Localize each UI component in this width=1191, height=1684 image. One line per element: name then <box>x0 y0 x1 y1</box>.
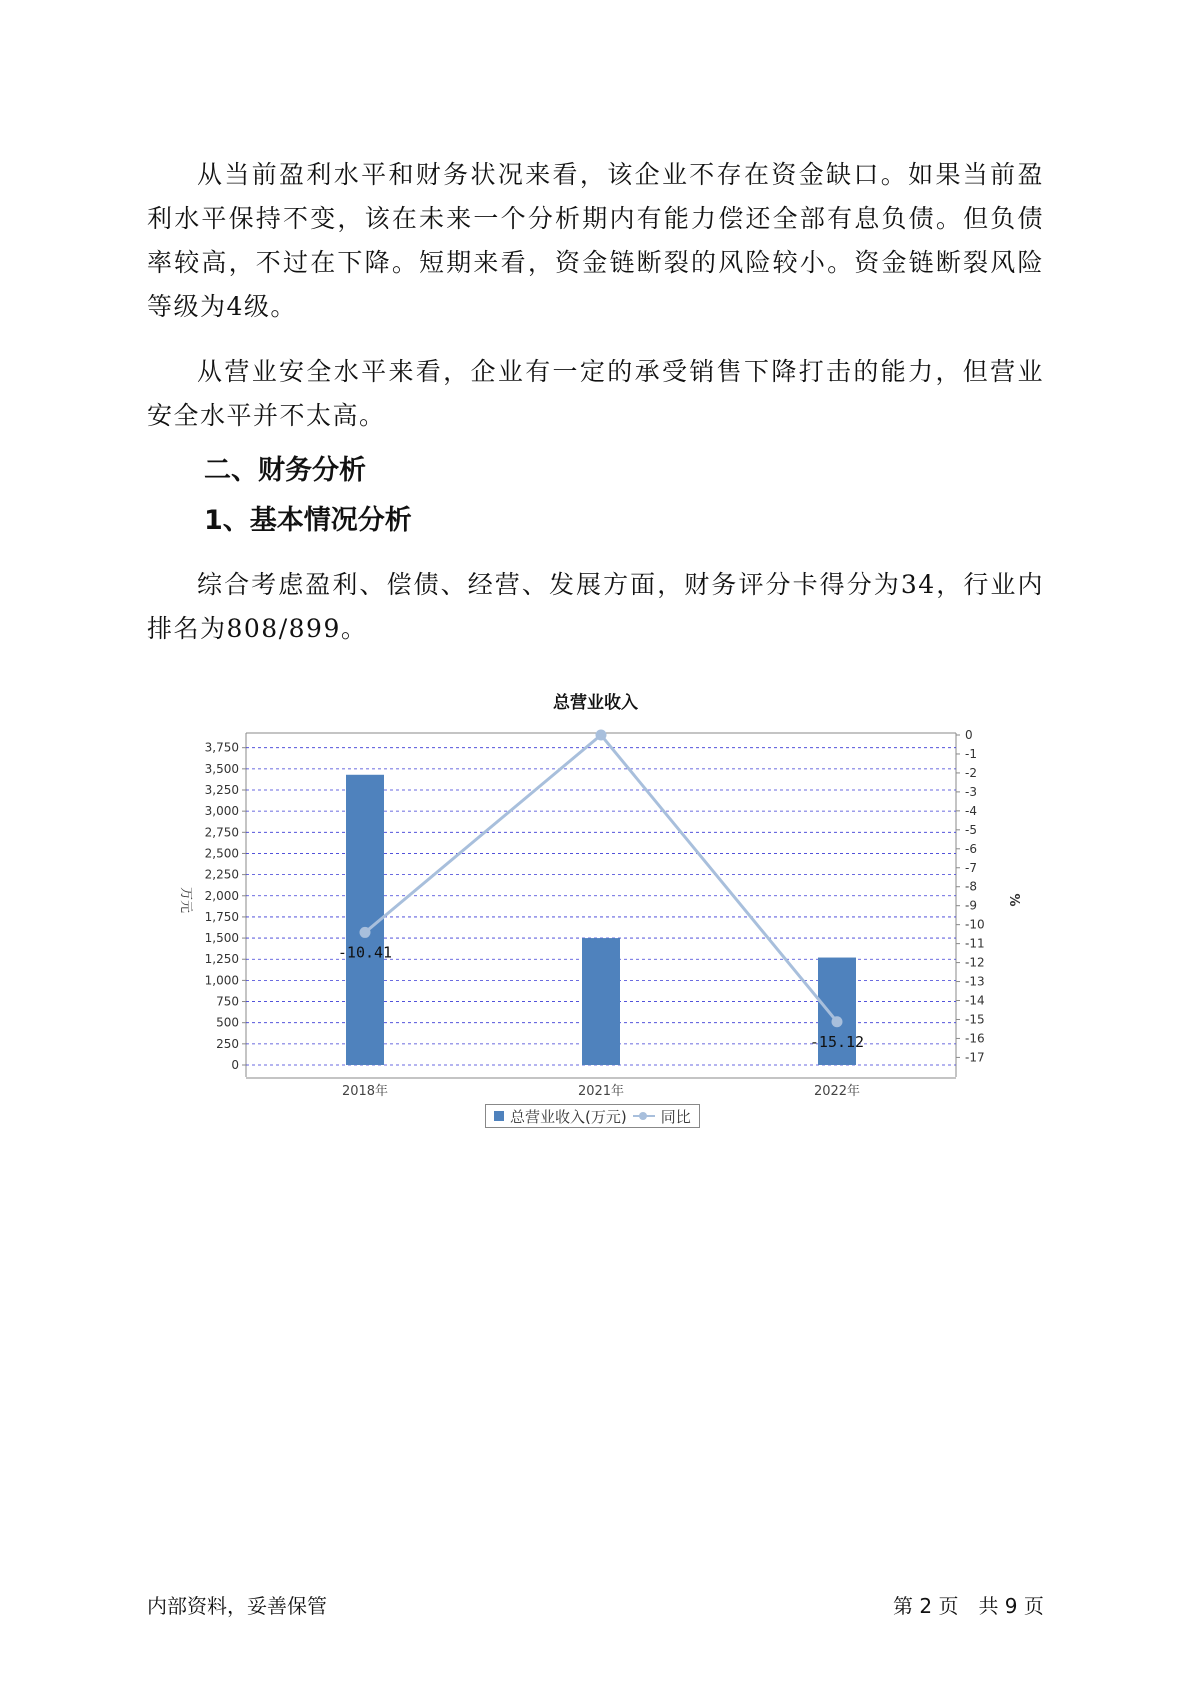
y-left-tick-label: 250 <box>216 1036 239 1051</box>
chart-title: 总营业收入 <box>553 693 638 713</box>
y-left-tick-label: 3,500 <box>204 761 239 776</box>
subsection-heading: 1、基本情况分析 <box>204 505 412 536</box>
y-right-axis-label: % <box>1006 893 1021 907</box>
y-left-tick-label: 3,250 <box>204 783 239 797</box>
y-right-tick-label: -14 <box>965 993 985 1008</box>
y-right-tick-label: -12 <box>965 955 985 970</box>
y-right-tick-label: -7 <box>965 860 977 875</box>
y-left-tick-label: 500 <box>216 1015 239 1030</box>
legend-bar-label: 总营业收入(万元) <box>510 1107 627 1126</box>
y-right-tick-label: -5 <box>965 822 977 837</box>
y-right-tick-label: -15 <box>965 1012 985 1027</box>
yoy-point <box>832 1016 843 1027</box>
revenue-bar <box>582 938 620 1065</box>
y-right-tick-label: -4 <box>965 803 977 818</box>
y-left-tick-label: 2,250 <box>204 867 239 882</box>
legend-bar-swatch <box>494 1111 504 1121</box>
y-left-tick-label: 2,750 <box>204 825 239 840</box>
y-left-tick-label: 1,000 <box>204 973 239 988</box>
footer-page-number: 第 2 页 共 9 页 <box>893 1594 1044 1618</box>
y-left-tick-label: 3,750 <box>204 740 239 755</box>
paragraph-funding: 从当前盈利水平和财务状况来看，该企业不存在资金缺口。如果当前盈利水平保持不变，该在未来一个分析期内有能力偿还全部有息负债。但负债率较高，不过在下降。短期来看，资金链断裂的风险较小。资金链断裂风险等级为4级。 <box>147 160 1044 321</box>
yoy-point <box>596 730 607 741</box>
y-left-tick-label: 1,250 <box>204 952 239 967</box>
y-right-tick-label: -1 <box>965 746 977 761</box>
y-right-tick-label: -16 <box>965 1031 985 1046</box>
section-heading: 二、财务分析 <box>204 455 366 486</box>
legend-line-swatch <box>633 1111 655 1121</box>
y-left-tick-label: 1,500 <box>204 931 239 946</box>
x-tick-label: 2018年 <box>341 1084 389 1099</box>
y-left-tick-label: 0 <box>231 1058 239 1072</box>
y-right-tick-label: -2 <box>965 765 977 780</box>
y-left-tick-label: 2,000 <box>204 888 239 903</box>
y-right-tick-label: -6 <box>965 841 977 856</box>
y-right-tick-label: -10 <box>965 917 985 932</box>
y-left-tick-label: 1,750 <box>204 909 239 924</box>
y-right-tick-label: -11 <box>965 936 985 951</box>
y-left-tick-label: 750 <box>216 994 239 1009</box>
legend-line-label: 同比 <box>660 1107 691 1126</box>
paragraph-operating-safety: 从营业安全水平来看，企业有一定的承受销售下降打击的能力，但营业安全水平并不太高。 <box>147 357 1044 430</box>
yoy-data-label: -10.41 <box>337 943 393 962</box>
x-tick-label: 2021年 <box>577 1084 625 1099</box>
y-right-tick-label: -8 <box>965 879 977 894</box>
y-left-tick-label: 2,500 <box>204 846 239 861</box>
y-right-tick-label: -3 <box>965 784 977 799</box>
y-right-tick-label: -13 <box>965 974 985 989</box>
y-left-axis-label: 万元 <box>178 886 193 914</box>
yoy-point <box>360 927 371 938</box>
x-tick-label: 2022年 <box>813 1084 861 1099</box>
footer-confidential: 内部资料，妥善保管 <box>147 1594 327 1618</box>
y-left-tick-label: 3,000 <box>204 804 239 819</box>
paragraph-scorecard: 综合考虑盈利、偿债、经营、发展方面，财务评分卡得分为34，行业内排名为808/899。 <box>147 570 1044 643</box>
y-right-tick-label: -9 <box>965 898 977 913</box>
y-right-tick-label: -17 <box>965 1050 985 1065</box>
chart-legend <box>485 1104 700 1128</box>
y-right-tick-label: 0 <box>965 728 973 742</box>
yoy-data-label: -15.12 <box>809 1032 865 1051</box>
